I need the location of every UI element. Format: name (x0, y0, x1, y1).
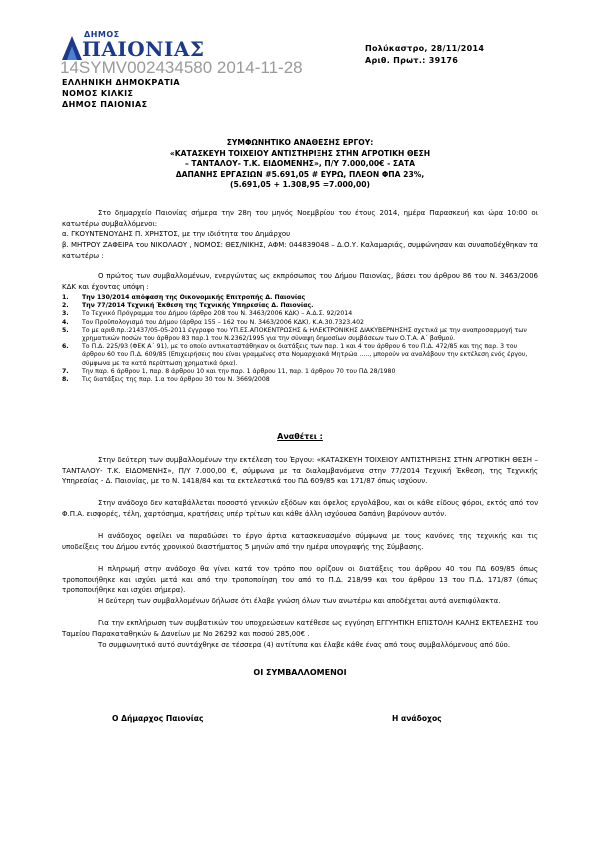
title-line: ΣΥΜΦΩΝΗΤΙΚΟ ΑΝΑΘΕΣΗΣ ΕΡΓΟΥ: (226, 138, 374, 147)
costs-paragraph: Στην ανάδοχο δεν καταβάλλεται ποσοστό γενικών εξόδων και όφελος εργολάβου, και οι κάθε είδους φόροι, εκτός από τον Φ.Π.Α. εισφορές, τέλη, χαρτόσημα, κρατήσεις υπέρ τρίτων και κάθε άλλη ισχύουσα δαπάνη βαρύνουν αυτόν. (62, 499, 538, 518)
contractor-signature-label: Η ανάδοχος (392, 714, 442, 723)
logo-small-text: ΔΗΜΟΣ (84, 30, 120, 39)
copies-paragraph: Το συμφωνητικό αυτό συντάχθηκε σε τέσσερα (4) αντίτυπα και έλαβε κάθε ένας από τους συμβαλλόμενους από δύο. (98, 641, 511, 649)
mayor-signature-label: Ο Δήμαρχος Παιονίας (112, 714, 204, 723)
list-item: 8. Τις διατάξεις της παρ. 1.α του άρθρου 30 του Ν. 3669/2008 (62, 376, 270, 384)
list-item: 6. Το Π.Δ. 225/93 (ΦΕΚ Α΄ 91), με το οποίο αντικαταστάθηκαν οι διατάξεις των παρ. 1 και 4 του άρθρου 6 του Π.Δ. 472/85 και της παρ. 3 του άρθρου 60 του Π.Δ. 609/85 (Επιχειρήσεις που είναι γραμμένες στα Νομαρχιακά Μητρώα ....., μπορούν να αναλάβουν την εκτέλεση ενός έργου, σύμφωνα με τα κατά περίπτωση χρηματικά όρια). (62, 343, 528, 367)
party-b: β. ΜΗΤΡΟΥ ΖΑΦΕΙΡΑ του ΝΙΚΟΛΑΟΥ , ΝΟΜΟΣ: ΘΕΣ/ΝΙΚΗΣ, ΑΦΜ: 044839048 – Δ.Ο.Υ. Καλαμαριάς, συμφώνησαν και συναποδέχθηκαν τα κατωτέρω : (62, 241, 538, 260)
title-line: – ΤΑΝΤΑΛΟΥ- Τ.Κ. ΕΙΔΟΜΕΝΗΣ», Π/Υ 7.000,00€ - ΣΑΤΑ (184, 159, 416, 168)
list-item: 7. Την παρ. 6 άρθρου 1, παρ. 8 άρθρου 10 και την παρ. 1 άρθρου 11, παρ. 1 άρθρου 70 του ΠΔ 28/1980 (62, 367, 396, 375)
title-line: «ΚΑΤΑΣΚΕΥΗ ΤΟΙΧΕΙΟΥ ΑΝΤΙΣΤΗΡΙΞΗΣ ΣΤΗΝ ΑΓΡΟΤΙΚΗ ΘΕΣΗ (169, 148, 431, 158)
representation-paragraph: Ο πρώτος των συμβαλλομένων, ενεργώντας ως εκπρόσωπος του Δήμου Παιονίας, βάσει του άρθρου 86 του Ν. 3463/2006 ΚΔΚ και έχοντας υπόψη : (62, 272, 538, 291)
contract-title (60, 138, 540, 191)
header-country: ΕΛΛΗΝΙΚΗ ΔΗΜΟΚΡΑΤΙΑ (62, 78, 181, 87)
considerations-list (62, 294, 538, 384)
list-item: 3. Το Τεχνικό Πρόγραμμα του Δήμου (άρθρο 208 του Ν. 3463/2006 ΚΔΚ) – Α.Δ.Σ. 92/2014 (62, 310, 353, 318)
party-a: α. ΓΚΟΥΝΤΕΝΟΥΔΗΣ Π. ΧΡΗΣΤΟΣ, με την ιδιότητα του Δημάρχου (62, 230, 291, 238)
header-municipality: ΔΗΜΟΣ ΠΑΙΟΝΙΑΣ (62, 100, 148, 109)
logo-big-text: ΠΑΙΟΝΙΑΣ (82, 37, 205, 61)
signatories-heading: ΟΙ ΣΥΜΒΑΛΛΟΜΕΝΟΙ (253, 668, 347, 677)
place-date: Πολύκαστρο, 28/11/2014 (365, 44, 485, 53)
intro-paragraph: Στο δημαρχείο Παιονίας σήμερα την 28η του μηνός Νοεμβρίου του έτους 2014, ημέρα Παρασκευή και ώρα 10:00 οι κατωτέρω συμβαλλόμενοι: (62, 209, 538, 228)
assigns-heading: Αναθέτει : (277, 432, 323, 441)
list-item: 2. Την 77/2014 Τεχνική Έκθεση της Τεχνικής Υπηρεσίας Δ. Παιονίας. (62, 302, 314, 310)
payment-paragraph: Η πληρωμή στην ανάδοχο θα γίνει κατά τον τρόπο που ορίζουν οι διατάξεις του άρθρου 40 του ΠΔ 609/85 όπως τροποποιήθηκε και ισχύει μετά και από την τροποποίηση του από το Π.Δ. 218/99 και του άρθρου 13 του Π.Δ. 171/87 (όπως τροποποιήθηκε και ισχύει σήμερα). (62, 565, 538, 594)
assignment-paragraph: Στην δεύτερη των συμβαλλομένων την εκτέλεση του Έργου: «ΚΑΤΑΣΚΕΥΗ ΤΟΙΧΕΙΟΥ ΑΝΤΙΣΤΗΡΙΞΗΣ ΣΤΗΝ ΑΓΡΟΤΙΚΗ ΘΕΣΗ – ΤΑΝΤΑΛΟΥ- Τ.Κ. ΕΙΔΟΜΕΝΗΣ», Π/Υ 7.000,00 €, σύμφωνα με τα διαλαμβανόμενα στην 77/2014 Τεχνική Έκθεση, της Τεχνικής Υπηρεσίας - Δ. Παιονίας, με το Ν. 1418/84 και τα εκτελεστικά του ΠΔ 609/85 και 171/87 όπως ισχύουν. (62, 456, 538, 485)
list-item: 5. Το με αριθ.πρ.:21437/05-05-2011 έγγραφο του ΥΠ.ΕΣ.ΑΠΟΚΕΝΤΡΩΣΗΣ & ΗΛΕΚΤΡΟΝΙΚΗΣ ΔΙΑΚΥΒΕΡΝΗΣΗΣ σχετικά με την αναπροσαρμογή των χρηματικών ποσών του άρθρου 83 παρ.1 του Ν.2362/1995 για την σύναψη δημοσίων συμβάσεων των Ο.Τ.Α. Α΄ βαθμού. (62, 326, 527, 343)
title-line: ΔΑΠΑΝΗΣ ΕΡΓΑΣΙΩΝ #5.691,05 # ΕΥΡΩ, ΠΛΕΟΝ ΦΠΑ 23%, (175, 169, 425, 179)
ada-number: 14SYMV002434580 2014-11-28 (60, 58, 303, 77)
title-line: (5.691,05 + 1.308,95 =7.000,00) (229, 180, 370, 189)
delivery-paragraph: Η ανάδοχος οφείλει να παραδώσει το έργο άρτια κατασκευασμένο σύμφωνα με τους κανόνες της τεχνικής και τις υποδείξεις του Δήμου εντός χρονικού διαστήματος 5 μηνών από την ημέρα υπογραφής της Σύμβασης. (62, 532, 538, 551)
acceptance-paragraph: Η δεύτερη των συμβαλλομένων δήλωσε ότι έλαβε γνώση όλων των ανωτέρω και αποδέχεται αυτά ανεπιφύλακτα. (98, 597, 501, 605)
list-item: 1. Την 130/2014 απόφαση της Οικονομικής Επιτροπής Δ. Παιονίας (62, 294, 306, 301)
guarantee-paragraph: Για την εκπλήρωση των συμβατικών του υποχρεώσεων κατέθεσε ως εγγύηση ΕΓΓΥΗΤΙΚΗ ΕΠΙΣΤΟΛΗ ΚΑΛΗΣ ΕΚΤΕΛΕΣΗΣ του Ταμείου Παρακαταθηκών & Δανείων με Νο 26292 και ποσού 285,00€ . (62, 619, 538, 638)
protocol-number: Αριθ. Πρωτ.: 39176 (365, 56, 459, 65)
header-prefecture: ΝΟΜΟΣ ΚΙΛΚΙΣ (62, 89, 134, 98)
list-item: 4. Τον Προϋπολογισμό του Δήμου (άρθρα 155 – 162 του Ν. 3463/2006 ΚΔΚ). Κ.Α.30.7323.402 (62, 318, 364, 326)
